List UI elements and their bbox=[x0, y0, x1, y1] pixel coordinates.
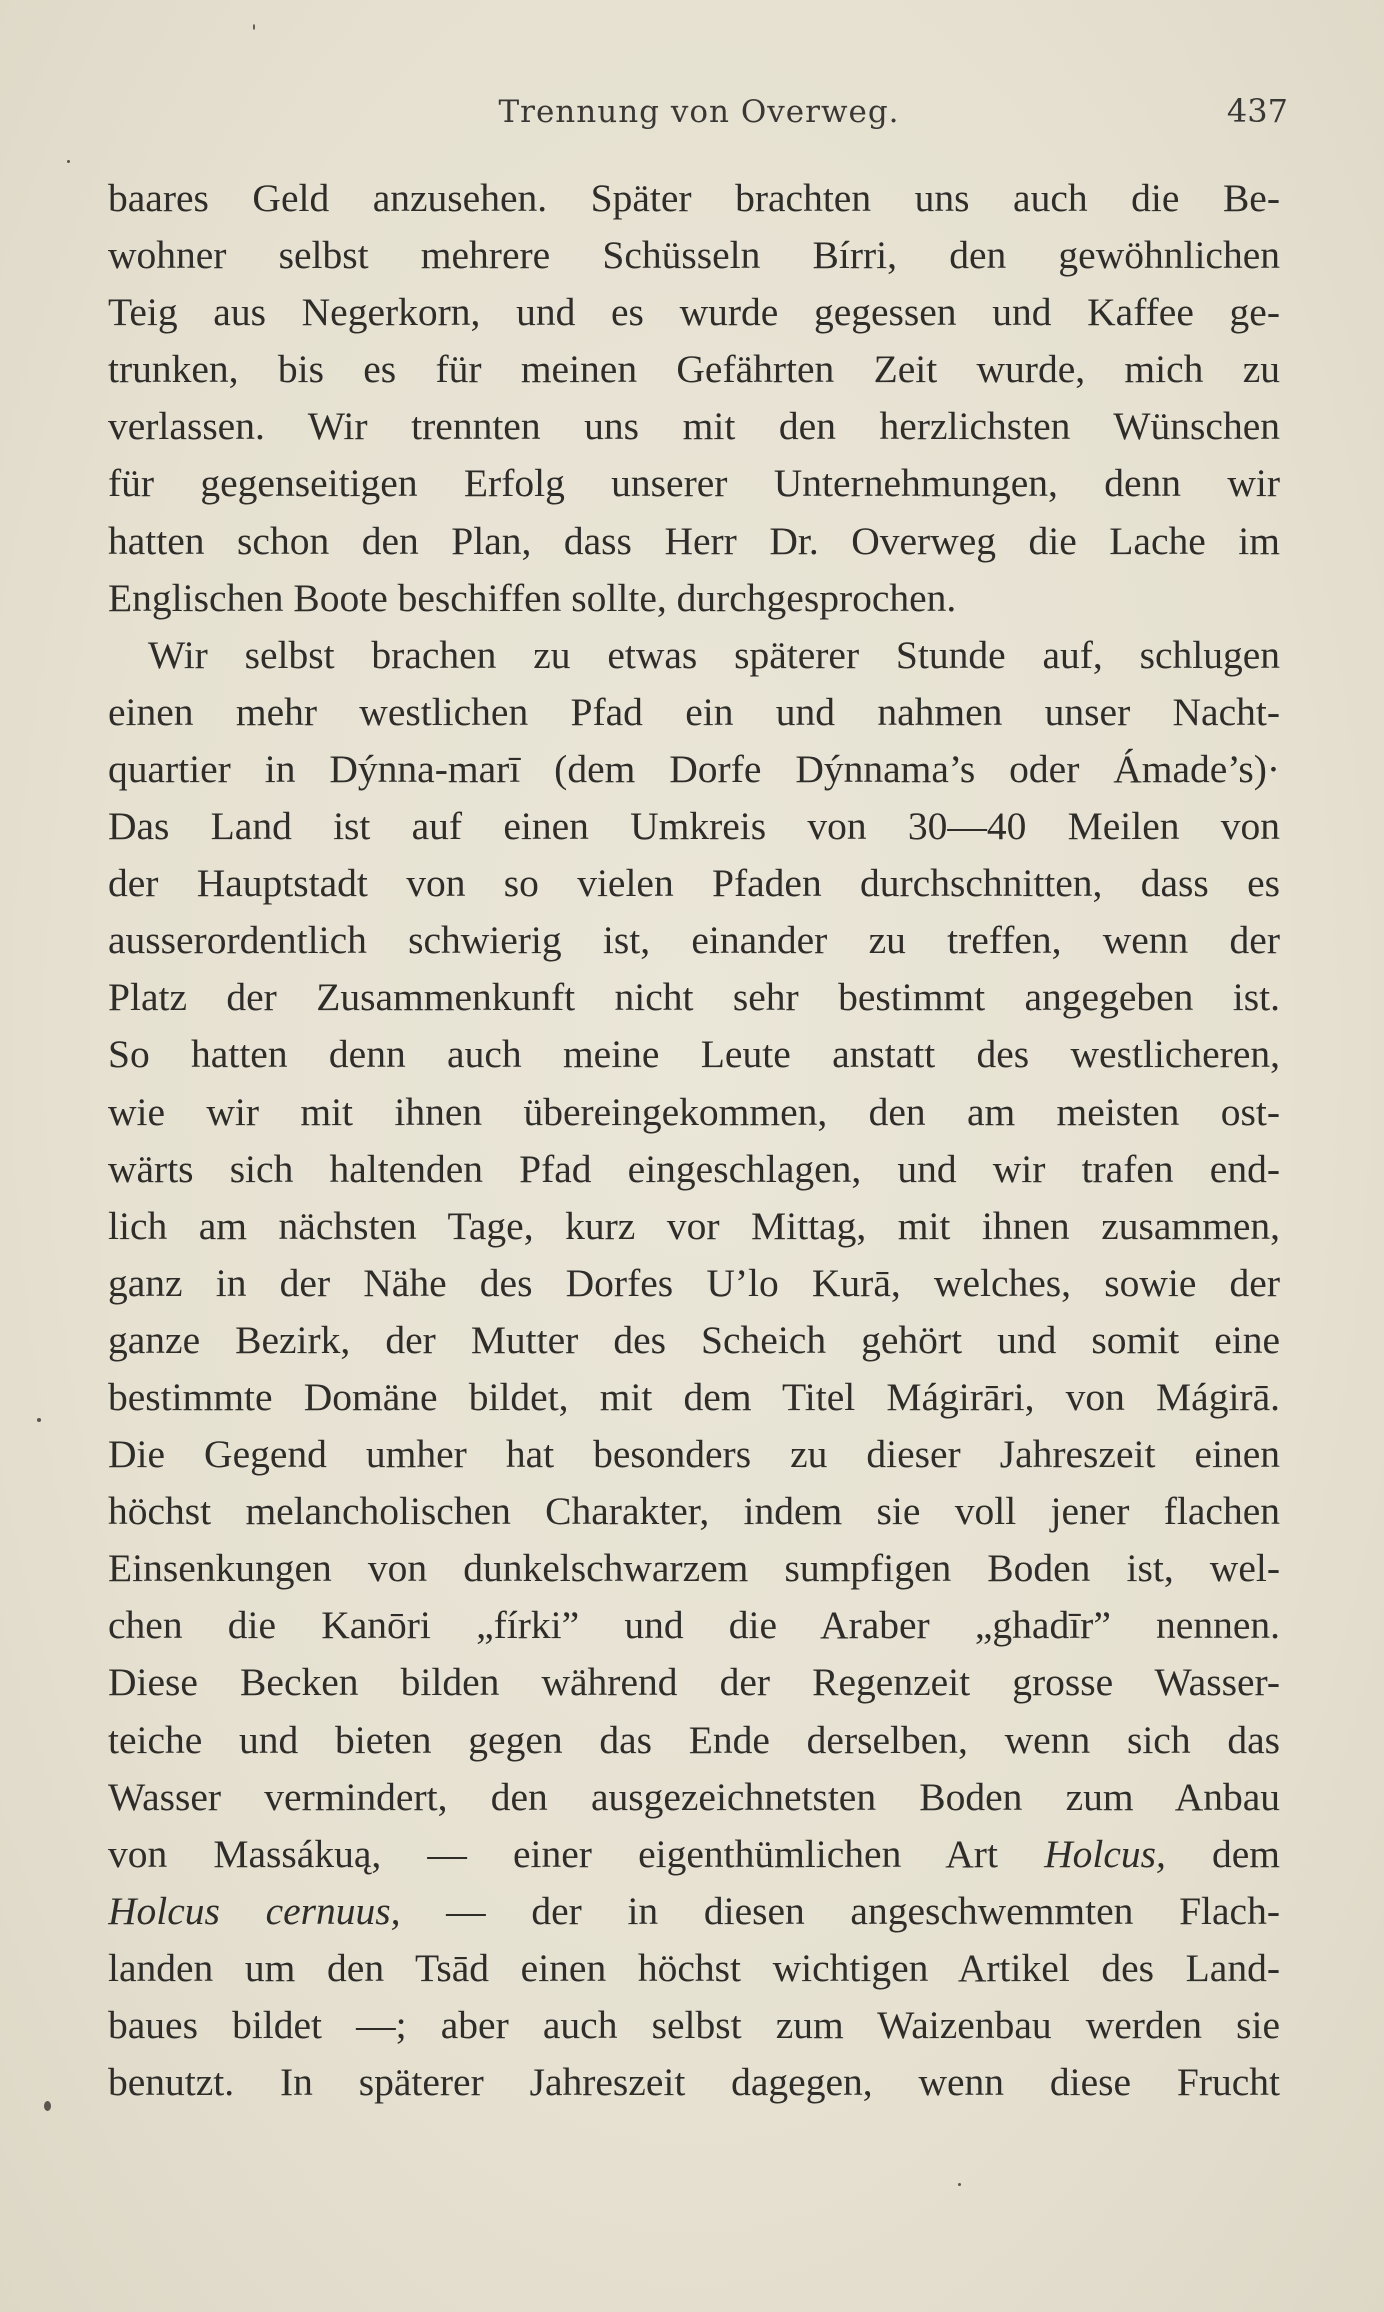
text-line bbox=[108, 969, 1280, 1026]
line-text: benutzt. In späterer Jahreszeit dagegen, wenn diese Frucht bbox=[108, 2060, 1280, 2105]
text-line bbox=[108, 684, 1280, 741]
text-line bbox=[108, 912, 1280, 969]
print-speck bbox=[67, 160, 70, 163]
line-text: bestimmte Domäne bildet, mit dem Titel Mágirāri, von Mágirā. bbox=[108, 1374, 1280, 1419]
text-line bbox=[108, 1312, 1280, 1369]
text-line bbox=[108, 170, 1280, 227]
text-line bbox=[108, 1540, 1280, 1597]
line-text: Teig aus Negerkorn, und es wurde gegessen und Kaffee ge- bbox=[108, 290, 1280, 335]
running-title: Trennung von Overweg. bbox=[498, 94, 900, 130]
line-text: Diese Becken bilden während der Regenzeit grosse Wasser- bbox=[108, 1660, 1280, 1705]
print-speck bbox=[958, 2183, 961, 2186]
line-text: quartier in Dýnna-marī (dem Dorfe Dýnnama’s oder Ámade’s)· bbox=[108, 746, 1280, 791]
line-text: lich am nächsten Tage, kurz vor Mittag, mit ihnen zusammen, bbox=[108, 1203, 1280, 1248]
text-line bbox=[108, 1940, 1280, 1997]
text-line bbox=[108, 1255, 1280, 1312]
line-text: teiche und bieten gegen das Ende derselben, wenn sich das bbox=[108, 1717, 1280, 1762]
body-text bbox=[108, 170, 1280, 2111]
print-speck bbox=[253, 24, 255, 30]
line-text: Wir selbst brachen zu etwas späterer Stunde auf, schlugen bbox=[148, 632, 1280, 677]
line-text: wohner selbst mehrere Schüsseln Bírri, den gewöhnlichen bbox=[108, 233, 1280, 278]
line-text: höchst melancholischen Charakter, indem sie voll jener flachen bbox=[108, 1489, 1280, 1534]
page-number: 437 bbox=[1226, 92, 1288, 130]
line-text: Englischen Boote beschiffen sollte, durchgesprochen. bbox=[108, 575, 957, 620]
line-text: — der in diesen angeschwemmten Flach- bbox=[400, 1888, 1280, 1933]
text-line bbox=[108, 398, 1280, 455]
text-line bbox=[108, 1712, 1280, 1769]
text-line bbox=[108, 1597, 1280, 1654]
line-text: So hatten denn auch meine Leute anstatt des westlicheren, bbox=[108, 1032, 1280, 1077]
text-line bbox=[108, 513, 1280, 570]
line-text: hatten schon den Plan, dass Herr Dr. Overweg die Lache im bbox=[108, 518, 1280, 563]
text-line bbox=[108, 341, 1280, 398]
text-line bbox=[108, 1141, 1280, 1198]
line-text: chen die Kanōri „fírki” und die Araber „ghadīr” nennen. bbox=[108, 1603, 1280, 1648]
line-text: wärts sich haltenden Pfad eingeschlagen, und wir trafen end- bbox=[108, 1146, 1280, 1191]
text-line bbox=[108, 1654, 1280, 1711]
text-line bbox=[108, 855, 1280, 912]
line-text: Wasser vermindert, den ausgezeichnetsten Boden zum Anbau bbox=[108, 1774, 1280, 1819]
line-text: Einsenkungen von dunkelschwarzem sumpfigen Boden ist, wel- bbox=[108, 1546, 1280, 1591]
text-line bbox=[108, 741, 1280, 798]
text-line bbox=[108, 284, 1280, 341]
line-text: der Hauptstadt von so vielen Pfaden durchschnitten, dass es bbox=[108, 861, 1280, 906]
text-line bbox=[108, 1084, 1280, 1141]
text-line bbox=[108, 1769, 1280, 1826]
italic-term: Holcus, bbox=[1044, 1831, 1166, 1876]
text-line bbox=[108, 798, 1280, 855]
line-text: verlassen. Wir trennten uns mit den herzlichsten Wünschen bbox=[108, 404, 1280, 449]
line-text: Platz der Zusammenkunft nicht sehr bestimmt angegeben ist. bbox=[108, 975, 1280, 1020]
text-line bbox=[108, 1997, 1280, 2054]
line-text: dem bbox=[1165, 1831, 1280, 1876]
text-line bbox=[108, 227, 1280, 284]
text-line bbox=[108, 455, 1280, 512]
line-text: ganze Bezirk, der Mutter des Scheich gehört und somit eine bbox=[108, 1317, 1280, 1362]
line-text: Die Gegend umher hat besonders zu dieser Jahreszeit einen bbox=[108, 1432, 1280, 1477]
text-line bbox=[108, 1883, 1280, 1940]
text-line bbox=[108, 1826, 1280, 1883]
text-line bbox=[108, 1369, 1280, 1426]
text-line bbox=[108, 570, 1280, 627]
print-speck bbox=[37, 1418, 41, 1422]
line-text: ausserordentlich schwierig ist, einander zu treffen, wenn der bbox=[108, 918, 1280, 963]
text-line bbox=[108, 1026, 1280, 1083]
line-text: wie wir mit ihnen übereingekommen, den am meisten ost- bbox=[108, 1089, 1280, 1134]
text-line bbox=[108, 1426, 1280, 1483]
line-text: landen um den Tsād einen höchst wichtigen Artikel des Land- bbox=[108, 1945, 1280, 1990]
line-text: baares Geld anzusehen. Später brachten uns auch die Be- bbox=[108, 176, 1280, 220]
line-text: baues bildet —; aber auch selbst zum Waizenbau werden sie bbox=[108, 2003, 1280, 2047]
line-text: für gegenseitigen Erfolg unserer Unternehmungen, denn wir bbox=[108, 461, 1280, 506]
text-line bbox=[108, 1198, 1280, 1255]
text-line bbox=[108, 627, 1280, 684]
line-text: ganz in der Nähe des Dorfes U’lo Kurā, welches, sowie der bbox=[108, 1260, 1280, 1305]
line-text: von Massákuą, — einer eigenthümlichen Art bbox=[108, 1831, 1045, 1876]
print-speck bbox=[44, 2101, 51, 2111]
italic-term: Holcus cernuus, bbox=[108, 1888, 401, 1933]
line-text: Das Land ist auf einen Umkreis von 30—40 Meilen von bbox=[108, 804, 1280, 849]
running-head bbox=[108, 88, 1290, 138]
text-line bbox=[108, 2054, 1280, 2111]
line-text: trunken, bis es für meinen Gefährten Zeit wurde, mich zu bbox=[108, 347, 1280, 392]
line-text: einen mehr westlichen Pfad ein und nahmen unser Nacht- bbox=[108, 689, 1280, 734]
text-line bbox=[108, 1483, 1280, 1540]
